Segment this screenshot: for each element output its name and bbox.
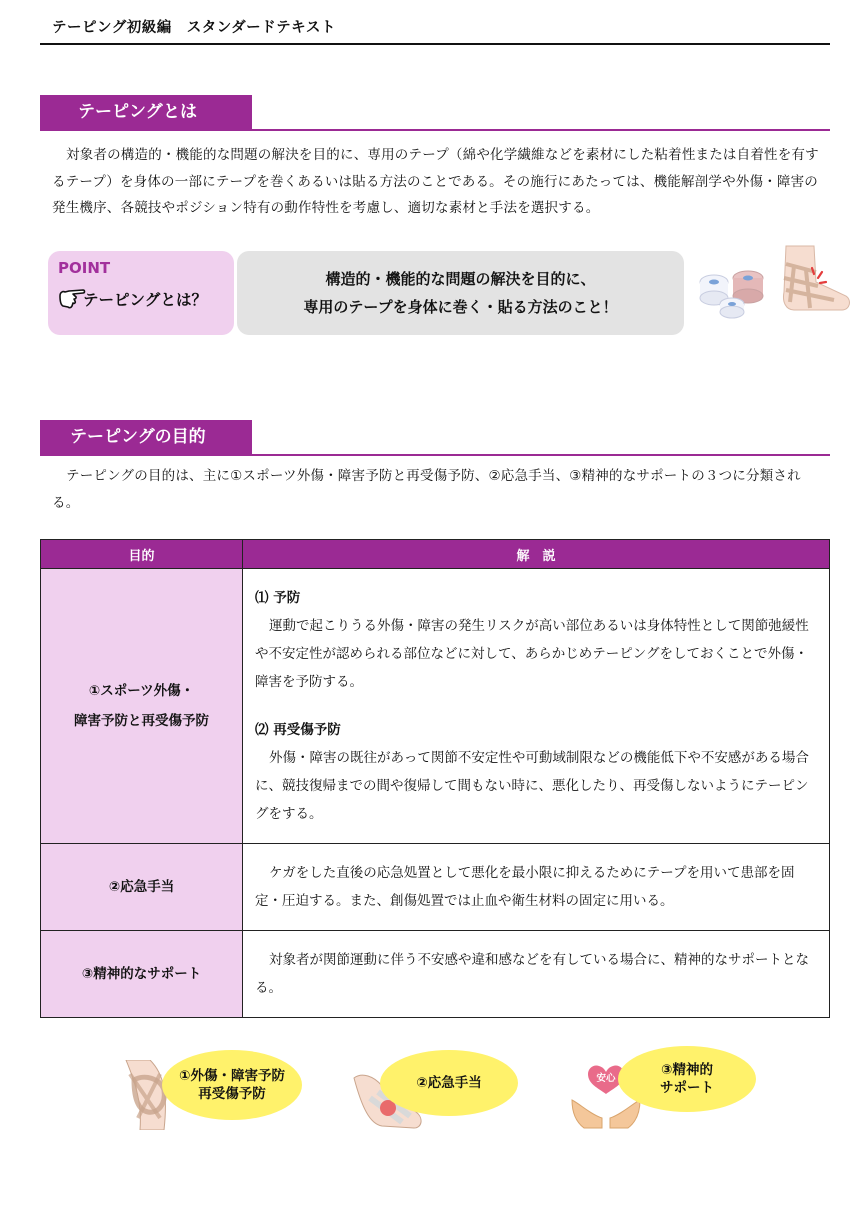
table-row [41, 569, 830, 844]
explanation-text: ケガをした直後の応急処置として悪化を最小限に抑えるためにテープを用いて患部を固定・圧迫する。また、創傷処置では止血や衛生材料の固定に用いる。 [255, 865, 795, 909]
purpose-line: ①スポーツ外傷・ [88, 683, 195, 699]
purpose-cell: ③精神的なサポート [41, 931, 243, 1018]
purpose-line: 障害予防と再受傷予防 [74, 713, 209, 729]
bandaged-ankle-icon [783, 246, 849, 310]
illustration-bubble [162, 1050, 302, 1120]
subheading-prevention: ⑴ 予防 [255, 590, 301, 606]
spacer [255, 696, 819, 716]
point-callout [48, 251, 234, 335]
point-question: テーピングとは？ [83, 291, 208, 309]
explanation-text: 対象者が関節運動に伴う不安感や違和感などを有している場合に、精神的なサポートとなる。 [255, 952, 809, 996]
point-answer-line2: 専用のテープを身体に巻く・貼る方法のこと！ [303, 298, 618, 316]
point-answer-box [237, 251, 684, 335]
bubble-text-line: ①外傷・障害予防 [179, 1068, 285, 1084]
illustration-bubble: ②応急手当 [380, 1050, 518, 1116]
section-underline [40, 454, 830, 456]
section-underline [40, 129, 830, 131]
point-label: POINT [58, 259, 111, 277]
illustration-injury-prevention [120, 1050, 310, 1130]
explanation-cell [243, 844, 830, 931]
page-header-title: テーピング初級編 スタンダードテキスト [52, 20, 336, 36]
section-heading-taping-purpose [40, 420, 830, 456]
section-heading-what-is-taping [40, 95, 830, 131]
section-heading-label: テーピングとは [40, 95, 252, 129]
bubble-text-line: 再受傷予防 [198, 1086, 266, 1102]
purpose-table [40, 539, 830, 1018]
explanation-text: 運動で起こりうる外傷・障害の発生リスクが高い部位あるいは身体特性として関節弛緩性や不安定性が認められる部位などに対して、あらかじめテーピングをしておくことで外傷・障害を予防する。 [255, 618, 809, 690]
purpose-cell [41, 569, 243, 844]
point-answer-line1: 構造的・機能的な問題の解決を目的に、 [325, 270, 596, 288]
illustration-mental-support [566, 1046, 756, 1130]
explanation-cell [243, 931, 830, 1018]
tape-rolls-and-ankle-illustration [694, 242, 854, 320]
table-header-purpose: 目的 [41, 540, 243, 569]
bubble-text-line: サポート [660, 1080, 714, 1096]
table-header-row [41, 540, 830, 569]
explanation-text: 外傷・障害の既往があって関節不安定性や可動域制限などの機能低下や不安感がある場合に、競技復帰までの間や復帰して間もない時に、悪化したり、再受傷しないようにテーピングをする。 [255, 750, 809, 822]
table-header-explanation: 解 説 [243, 540, 830, 569]
explanation-cell [243, 569, 830, 844]
table-row [41, 931, 830, 1018]
illustration-bubble [618, 1046, 756, 1112]
subheading-reinjury-prevention: ⑵ 再受傷予防 [255, 722, 341, 738]
tape-roll-icon [720, 298, 744, 318]
table-row [41, 844, 830, 931]
section-heading-label: テーピングの目的 [40, 420, 252, 454]
bubble-text-line: ③精神的 [661, 1062, 713, 1078]
illustration-first-aid [352, 1050, 522, 1130]
header-divider [40, 43, 830, 45]
heart-label: 安心 [596, 1073, 616, 1084]
purpose-cell: ②応急手当 [41, 844, 243, 931]
section2-paragraph: テーピングの目的は、主に①スポーツ外傷・障害予防と再受傷予防、②応急手当、③精神的なサポートの３つに分類される。 [52, 468, 801, 511]
section1-paragraph: 対象者の構造的・機能的な問題の解決を目的に、専用のテープ（綿や化学繊維などを素材にした粘着性または自着性を有するテープ）を身体の一部にテープを巻くあるいは貼る方法のことである。その施行にあたっては、機能解剖学や外傷・障害の発生機序、各競技やポジション特有の動作特性を考慮し、適切な素材と手法を選択する。 [52, 147, 819, 216]
